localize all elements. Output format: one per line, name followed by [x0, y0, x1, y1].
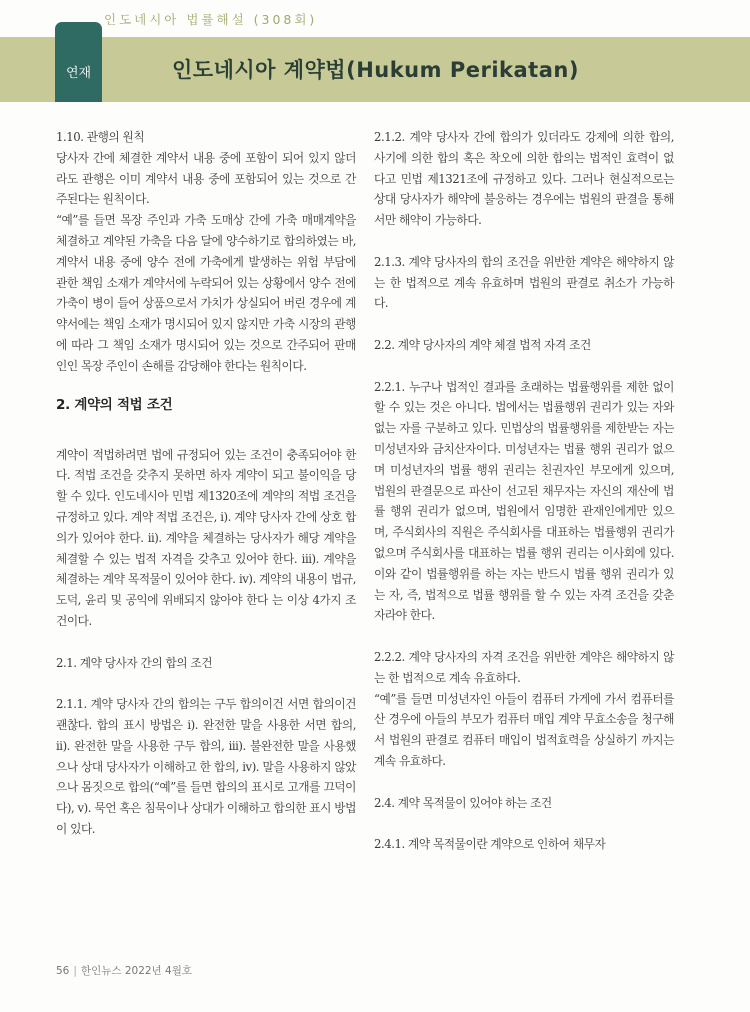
section-subheading: 2.2. 계약 당사자의 계약 체결 법적 자격 조건 [374, 337, 591, 352]
paragraph: 2.2.1. 누구나 법적인 결과를 초래하는 법률행위를 제한 없이 할 수 있는 것은 아니다. 법에서는 법률행위 권리가 있는 자와 없는 자를 구분하고 있다. 민법상의 법률행위를 제한받는 자는 미성년자와 금치산자이다. 미성년자는 법률 행위 권리가 없으며 미성년자의 법률 행위 권리는 친권자인 부모에게 있으며, 법원의 판결문으로 파산이 선고된 채무자는 자신의 재산에 법률 행위 권리가 없으며, 법원에서 임명한 관재인에게만 있으며, 주식회사의 직원은 주식회사를 대표하는 법률행위 권리가 없으며 주식회사를 대표하는 법률 행위 권리는 이사회에 있다. 이와 같이 법률행위를 하는 자는 반드시 법률 행위 권리가 있는 자, 즉, 법적으로 법률 행위를 할 수 있는 자격 조건을 갖춘 자라야 한다. [374, 379, 674, 623]
publication-name: 한인뉴스 2022년 4월호 [80, 965, 192, 977]
section-subheading: 2.1. 계약 당사자 간의 합의 조건 [56, 655, 213, 670]
paragraph: 2.1.1. 계약 당사자 간의 합의는 구두 합의이건 서면 합의이건 괜찮다. 합의 표시 방법은 i). 완전한 말을 사용한 서면 합의, ii). 완전한 말을 사용한 구두 합의, iii). 불완전한 말을 사용했으나 상대 당사자가 이해하고 한 합의, iv). 말을 사용하지 않았으나 몸짓으로 합의(“예”를 들면 합의의 표시로 고개를 끄덕이다), v). 묵언 혹은 침묵이나 상대가 이해하고 합의한 표시 방법이 있다. [56, 697, 356, 836]
paragraph: 당사자 간에 체결한 계약서 내용 중에 포함이 되어 있지 않더라도 관행은 이미 계약서 내용 중에 포함되어 있는 것으로 간주된다는 원칙이다. [56, 150, 356, 207]
left-column [56, 127, 356, 840]
series-label: 인도네시아 법률해설 (308회) [104, 12, 318, 27]
section-tab: 연재 [55, 22, 102, 102]
paragraph: 2.1.3. 계약 당사자의 합의 조건을 위반한 계약은 해약하지 않는 한 법적으로 계속 유효하며 법원의 판결로 취소가 가능하다. [374, 254, 674, 311]
footer-separator: | [73, 965, 77, 977]
right-column [374, 127, 674, 855]
paragraph: 2.2.2. 계약 당사자의 자격 조건을 위반한 계약은 해약하지 않는 한 법적으로 계속 유효하다. [374, 649, 674, 685]
page-number: 56 [56, 965, 70, 977]
page-title: 인도네시아 계약법(Hukum Perikatan) [172, 58, 579, 82]
paragraph: “예”를 들면 목장 주인과 가축 도매상 간에 가축 매매계약을 체결하고 계약된 가축을 다음 달에 양수하기로 합의하였는 바, 계약서 내용 중에 양수 전에 가축에게 발생하는 위험 부담에 관한 책임 소재가 계약서에 누락되어 있는 상황에서 양수 전에 가축이 병이 들어 상품으로서 가치가 상실되어 버린 경우에 계약서에는 책임 소재가 명시되어 있지 않지만 가축 시장의 관행에 따라 그 책임 소재가 명시되어 있는 것으로 간주되어 판매인인 목장 주인이 손해를 감당해야 한다는 원칙이다. [56, 213, 356, 373]
paragraph: “예”를 들면 미성년자인 아들이 컴퓨터 가게에 가서 컴퓨터를 산 경우에 아들의 부모가 컴퓨터 매입 계약 무효소송을 청구해서 법원의 판결로 컴퓨터 매입이 법적효력을 상실하기 까지는 계속 유효하다. [374, 691, 674, 768]
paragraph: 2.1.2. 계약 당사자 간에 합의가 있더라도 강제에 의한 합의, 사기에 의한 합의 혹은 착오에 의한 합의는 법적인 효력이 없다고 민법 제1321조에 규정하고 있다. 그러나 현실적으로는 상대 당사자가 해약에 불응하는 경우에는 법원의 판결을 통해서만 해약이 가능하다. [374, 130, 674, 228]
paragraph: 2.4.1. 계약 목적물이란 계약으로 인하여 채무자 [374, 837, 606, 852]
page-footer [56, 963, 192, 978]
section-subheading: 2.4. 계약 목적물이 있어야 하는 조건 [374, 795, 552, 810]
paragraph: 계약이 적법하려면 법에 규정되어 있는 조건이 충족되어야 한다. 적법 조건을 갖추지 못하면 하자 계약이 되고 불이익을 당할 수 있다. 인도네시아 민법 제1320조에 계약의 적법 조건을 규정하고 있다. 계약 적법 조건은, i). 계약 당사자 간에 상호 합의가 있어야 한다. ii). 계약을 체결하는 당사자가 해당 계약을 체결할 수 있는 법적 자격을 갖추고 있어야 한다. iii). 계약을 체결하는 계약 목적물이 있어야 한다. iv). 계약의 내용이 법규, 도덕, 윤리 및 공익에 위배되지 않아야 한다 는 이상 4가지 조건이다. [56, 447, 356, 628]
section-subheading: 1.10. 관행의 원칙 [56, 130, 145, 144]
section-heading: 2. 계약의 적법 조건 [56, 396, 173, 413]
